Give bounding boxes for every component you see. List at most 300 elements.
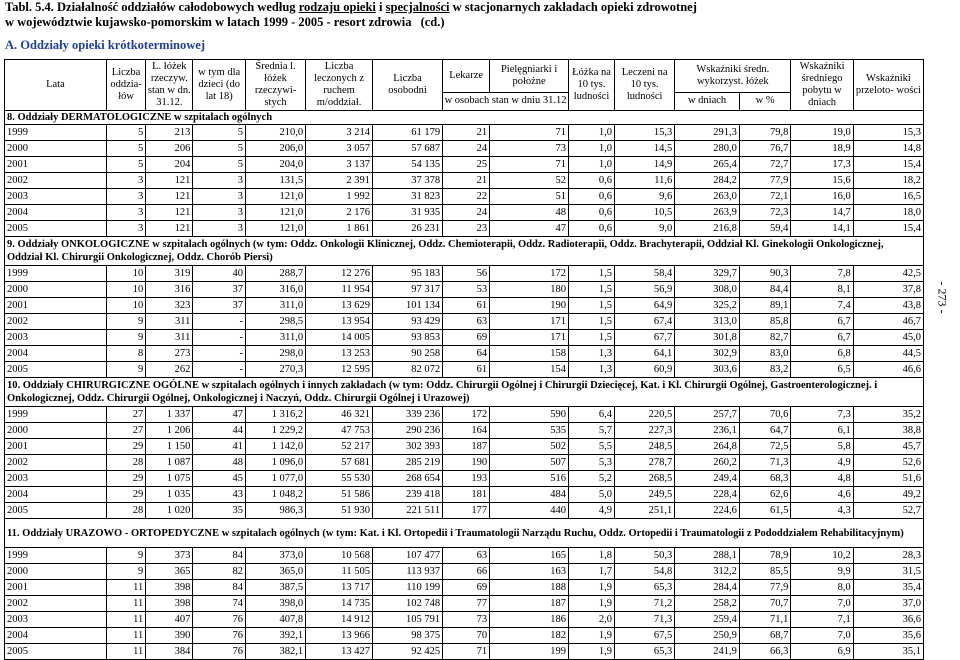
value-cell: 46 321 — [306, 407, 373, 423]
value-cell: 29 — [106, 487, 145, 503]
value-cell: 290 236 — [372, 423, 442, 439]
header-liczba-oddzialow: Liczba oddzia- łów — [106, 60, 145, 111]
value-cell: 172 — [443, 407, 490, 423]
value-cell: 82,7 — [739, 330, 790, 346]
value-cell: 1 316,2 — [245, 407, 305, 423]
value-cell: 6,4 — [569, 407, 615, 423]
value-cell: 37 — [193, 298, 246, 314]
value-cell: 7,3 — [791, 407, 853, 423]
value-cell: 47 753 — [306, 423, 373, 439]
value-cell: 298,0 — [245, 346, 305, 362]
value-cell: 44 — [193, 423, 246, 439]
value-cell: 311 — [146, 330, 193, 346]
header-lata: Lata — [5, 60, 107, 111]
year-cell: 2005 — [5, 221, 107, 237]
value-cell: 190 — [443, 455, 490, 471]
header-osobodni: Liczba osobodni — [372, 60, 442, 111]
value-cell: 28 — [106, 503, 145, 519]
value-cell: 206,0 — [245, 141, 305, 157]
value-cell: 2 391 — [306, 173, 373, 189]
value-cell: 93 853 — [372, 330, 442, 346]
section-title: 10. Oddziały CHIRURGICZNE OGÓLNE w szpitalach ogólnych i innych zakładach (w tym: Oddz. Chirurgii Ogólnej i Chirurgii Dziecięcej, Kat. i Kl. Chirurgii Ogólnej, Gastroenterologicznej. i Onkologicznej, Oddz. Chirurgii Ogólnej, Onkologicznej i Naczyń, Oddz. Chirurgii Ogólnej i Urazowej) — [5, 378, 924, 407]
value-cell: 27 — [106, 407, 145, 423]
value-cell: 1 150 — [146, 439, 193, 455]
value-cell: 270,3 — [245, 362, 305, 378]
title-part2: w stacjonarnych zakładach opieki zdrowotnej — [452, 0, 697, 14]
value-cell: 1,9 — [569, 580, 615, 596]
value-cell: 72,5 — [739, 439, 790, 455]
value-cell: 72,3 — [739, 205, 790, 221]
value-cell: 11 — [106, 612, 145, 628]
year-cell: 1999 — [5, 125, 107, 141]
year-cell: 2002 — [5, 173, 107, 189]
value-cell: 15,4 — [853, 221, 923, 237]
table-body — [5, 111, 924, 660]
value-cell: 264,8 — [675, 439, 740, 455]
value-cell: 193 — [443, 471, 490, 487]
value-cell: 316 — [146, 282, 193, 298]
value-cell: 59,4 — [739, 221, 790, 237]
value-cell: 311 — [146, 314, 193, 330]
value-cell: 398 — [146, 580, 193, 596]
value-cell: 54 135 — [372, 157, 442, 173]
value-cell: 66 — [443, 564, 490, 580]
value-cell: 4,3 — [791, 503, 853, 519]
header-w-procentach: w % — [739, 92, 790, 110]
value-cell: 3 — [106, 173, 145, 189]
table-row — [5, 455, 924, 471]
value-cell: 83,0 — [739, 346, 790, 362]
value-cell: 70,7 — [739, 596, 790, 612]
value-cell: 8 — [106, 346, 145, 362]
value-cell: 262 — [146, 362, 193, 378]
year-cell: 2005 — [5, 362, 107, 378]
value-cell: 280,0 — [675, 141, 740, 157]
year-cell: 2003 — [5, 471, 107, 487]
value-cell: 7,0 — [791, 628, 853, 644]
value-cell: 180 — [490, 282, 569, 298]
value-cell: 63 — [443, 548, 490, 564]
value-cell: 177 — [443, 503, 490, 519]
value-cell: 107 477 — [372, 548, 442, 564]
value-cell: 325,2 — [675, 298, 740, 314]
value-cell: 365 — [146, 564, 193, 580]
value-cell: 15,4 — [853, 157, 923, 173]
value-cell: 52,6 — [853, 455, 923, 471]
value-cell: 2 176 — [306, 205, 373, 221]
value-cell: 71,3 — [739, 455, 790, 471]
table-row — [5, 612, 924, 628]
year-cell: 2005 — [5, 644, 107, 660]
value-cell: 1,5 — [569, 282, 615, 298]
value-cell: 58,4 — [615, 266, 675, 282]
value-cell: 303,6 — [675, 362, 740, 378]
value-cell: 121 — [146, 173, 193, 189]
header-pielegniarki: Pielęgniarki i położne — [490, 60, 569, 93]
value-cell: 56 — [443, 266, 490, 282]
value-cell: 265,4 — [675, 157, 740, 173]
value-cell: - — [193, 362, 246, 378]
value-cell: 329,7 — [675, 266, 740, 282]
value-cell: 158 — [490, 346, 569, 362]
value-cell: 51,6 — [853, 471, 923, 487]
value-cell: 14 005 — [306, 330, 373, 346]
value-cell: 35,1 — [853, 644, 923, 660]
value-cell: 186 — [490, 612, 569, 628]
value-cell: 13 717 — [306, 580, 373, 596]
value-cell: 5 — [193, 157, 246, 173]
value-cell: 13 966 — [306, 628, 373, 644]
value-cell: 89,1 — [739, 298, 790, 314]
year-cell: 2003 — [5, 612, 107, 628]
value-cell: 273 — [146, 346, 193, 362]
value-cell: 210,0 — [245, 125, 305, 141]
value-cell: 284,2 — [675, 173, 740, 189]
value-cell: 71 — [490, 125, 569, 141]
year-cell: 2001 — [5, 298, 107, 314]
value-cell: 71 — [490, 157, 569, 173]
value-cell: 18,0 — [853, 205, 923, 221]
value-cell: 190 — [490, 298, 569, 314]
value-cell: 239 418 — [372, 487, 442, 503]
value-cell: 53 — [443, 282, 490, 298]
value-cell: 18,2 — [853, 173, 923, 189]
value-cell: 28,3 — [853, 548, 923, 564]
table-row — [5, 407, 924, 423]
value-cell: 228,4 — [675, 487, 740, 503]
value-cell: 98 375 — [372, 628, 442, 644]
value-cell: 9,6 — [615, 189, 675, 205]
value-cell: 73 — [443, 612, 490, 628]
value-cell: 52 — [490, 173, 569, 189]
subtitle: A. Oddziały opieki krótkoterminowej — [5, 38, 205, 52]
year-cell: 2001 — [5, 157, 107, 173]
value-cell: 227,3 — [615, 423, 675, 439]
value-cell: 3 — [106, 189, 145, 205]
value-cell: 64,7 — [739, 423, 790, 439]
value-cell: 48 — [193, 455, 246, 471]
value-cell: 76 — [193, 644, 246, 660]
value-cell: 67,5 — [615, 628, 675, 644]
value-cell: 319 — [146, 266, 193, 282]
value-cell: 323 — [146, 298, 193, 314]
value-cell: 82 — [193, 564, 246, 580]
value-cell: 76 — [193, 612, 246, 628]
value-cell: 3 — [193, 189, 246, 205]
value-cell: 316,0 — [245, 282, 305, 298]
year-cell: 2000 — [5, 564, 107, 580]
value-cell: 68,7 — [739, 628, 790, 644]
header-lozka-stan: L. łóżek rzeczyw. stan w dn. 31.12. — [146, 60, 193, 111]
value-cell: 64,1 — [615, 346, 675, 362]
value-cell: 11,6 — [615, 173, 675, 189]
value-cell: 1,0 — [569, 141, 615, 157]
value-cell: 298,5 — [245, 314, 305, 330]
title-part1: Działalność oddziałów całodobowych według — [57, 0, 296, 14]
value-cell: 5 — [106, 125, 145, 141]
value-cell: 1,0 — [569, 125, 615, 141]
value-cell: 440 — [490, 503, 569, 519]
value-cell: 10,5 — [615, 205, 675, 221]
value-cell: 204,0 — [245, 157, 305, 173]
value-cell: - — [193, 330, 246, 346]
page-number: - 273 - — [935, 281, 950, 314]
value-cell: 70,6 — [739, 407, 790, 423]
value-cell: 164 — [443, 423, 490, 439]
value-cell: 77,9 — [739, 173, 790, 189]
value-cell: 85,8 — [739, 314, 790, 330]
value-cell: 11 — [106, 644, 145, 660]
value-cell: 54,8 — [615, 564, 675, 580]
value-cell: 6,7 — [791, 330, 853, 346]
value-cell: 51 586 — [306, 487, 373, 503]
value-cell: 9,9 — [791, 564, 853, 580]
value-cell: 1,9 — [569, 628, 615, 644]
title-link-specjalnosci[interactable]: specjalności — [385, 0, 450, 14]
table-row — [5, 487, 924, 503]
header-przelotowosc: Wskaźniki przeloto- wości — [853, 60, 923, 111]
value-cell: 172 — [490, 266, 569, 282]
value-cell: 5 — [106, 141, 145, 157]
table-row — [5, 346, 924, 362]
year-cell: 2005 — [5, 503, 107, 519]
value-cell: 57 681 — [306, 455, 373, 471]
value-cell: 66,3 — [739, 644, 790, 660]
year-cell: 1999 — [5, 266, 107, 282]
value-cell: 55 530 — [306, 471, 373, 487]
value-cell: 65,3 — [615, 644, 675, 660]
value-cell: 64,9 — [615, 298, 675, 314]
value-cell: 57 687 — [372, 141, 442, 157]
value-cell: 71,1 — [739, 612, 790, 628]
value-cell: 392,1 — [245, 628, 305, 644]
value-cell: 1,9 — [569, 644, 615, 660]
value-cell: 7,1 — [791, 612, 853, 628]
value-cell: 12 276 — [306, 266, 373, 282]
value-cell: 407,8 — [245, 612, 305, 628]
value-cell: - — [193, 346, 246, 362]
value-cell: 77,9 — [739, 580, 790, 596]
value-cell: 25 — [443, 157, 490, 173]
value-cell: 4,9 — [791, 455, 853, 471]
value-cell: 110 199 — [372, 580, 442, 596]
value-cell: 22 — [443, 189, 490, 205]
value-cell: 3 — [193, 173, 246, 189]
value-cell: 216,8 — [675, 221, 740, 237]
value-cell: 35,4 — [853, 580, 923, 596]
value-cell: 5,2 — [569, 471, 615, 487]
title-sep: i — [379, 0, 383, 14]
value-cell: 10 — [106, 282, 145, 298]
value-cell: 69 — [443, 330, 490, 346]
value-cell: 0,6 — [569, 173, 615, 189]
value-cell: 70 — [443, 628, 490, 644]
value-cell: - — [193, 314, 246, 330]
table-row — [5, 330, 924, 346]
value-cell: 15,6 — [791, 173, 853, 189]
value-cell: 9 — [106, 314, 145, 330]
value-cell: 3 137 — [306, 157, 373, 173]
value-cell: 37 — [193, 282, 246, 298]
title-link-rodzaju-opieki[interactable]: rodzaju opieki — [298, 0, 376, 14]
value-cell: 263,9 — [675, 205, 740, 221]
table-row — [5, 628, 924, 644]
value-cell: 85,5 — [739, 564, 790, 580]
value-cell: 0,6 — [569, 205, 615, 221]
value-cell: 302 393 — [372, 439, 442, 455]
value-cell: 121 — [146, 205, 193, 221]
value-cell: 101 134 — [372, 298, 442, 314]
value-cell: 4,6 — [791, 487, 853, 503]
value-cell: 3 — [106, 205, 145, 221]
value-cell: 76,7 — [739, 141, 790, 157]
title-prefix: Tabl. 5.4. — [5, 0, 54, 14]
value-cell: 312,2 — [675, 564, 740, 580]
value-cell: 64 — [443, 346, 490, 362]
year-cell: 2002 — [5, 455, 107, 471]
value-cell: 398,0 — [245, 596, 305, 612]
value-cell: 113 937 — [372, 564, 442, 580]
value-cell: 1 142,0 — [245, 439, 305, 455]
section-title: 9. Oddziały ONKOLOGICZNE w szpitalach ogólnych (w tym: Oddz. Onkologii Klinicznej, Oddz. Chemioterapii, Oddz. Radioterapii, Oddz. Brachyterapii, Oddział Kl. Ginekologii Onkologicznej, Oddział Kl. Chirurgii Onkologicznej, Oddz. Chorób Piersi) — [5, 237, 924, 266]
header-liczba-leczonych: Liczba leczonych z ruchem m/oddział. — [306, 60, 373, 111]
value-cell: 43,8 — [853, 298, 923, 314]
table-row — [5, 471, 924, 487]
value-cell: 46,7 — [853, 314, 923, 330]
value-cell: 41 — [193, 439, 246, 455]
value-cell: 188 — [490, 580, 569, 596]
table-row — [5, 298, 924, 314]
value-cell: 26 231 — [372, 221, 442, 237]
value-cell: 407 — [146, 612, 193, 628]
value-cell: 291,3 — [675, 125, 740, 141]
value-cell: 15,3 — [853, 125, 923, 141]
value-cell: 6,5 — [791, 362, 853, 378]
value-cell: 182 — [490, 628, 569, 644]
value-cell: 71,2 — [615, 596, 675, 612]
value-cell: 1,0 — [569, 157, 615, 173]
value-cell: 10,2 — [791, 548, 853, 564]
value-cell: 11 — [106, 628, 145, 644]
value-cell: 5,0 — [569, 487, 615, 503]
value-cell: 76 — [193, 628, 246, 644]
value-cell: 61 179 — [372, 125, 442, 141]
value-cell: 1 861 — [306, 221, 373, 237]
value-cell: 206 — [146, 141, 193, 157]
value-cell: 131,5 — [245, 173, 305, 189]
value-cell: 13 427 — [306, 644, 373, 660]
table-row — [5, 141, 924, 157]
value-cell: 72,7 — [739, 157, 790, 173]
header-wykorzystanie-lozek: Wskaźniki średn. wykorzyst. łóżek — [675, 60, 791, 93]
value-cell: 1 077,0 — [245, 471, 305, 487]
value-cell: 9 — [106, 362, 145, 378]
value-cell: 28 — [106, 455, 145, 471]
value-cell: 6,9 — [791, 644, 853, 660]
table-row — [5, 564, 924, 580]
value-cell: 5,7 — [569, 423, 615, 439]
value-cell: 502 — [490, 439, 569, 455]
value-cell: 65,3 — [615, 580, 675, 596]
value-cell: 260,2 — [675, 455, 740, 471]
table-row — [5, 580, 924, 596]
value-cell: 1,5 — [569, 298, 615, 314]
value-cell: 10 568 — [306, 548, 373, 564]
value-cell: 69 — [443, 580, 490, 596]
value-cell: 90 258 — [372, 346, 442, 362]
value-cell: 251,1 — [615, 503, 675, 519]
value-cell: 986,3 — [245, 503, 305, 519]
value-cell: 7,0 — [791, 596, 853, 612]
value-cell: 484 — [490, 487, 569, 503]
value-cell: 257,7 — [675, 407, 740, 423]
value-cell: 284,4 — [675, 580, 740, 596]
value-cell: 45,7 — [853, 439, 923, 455]
value-cell: 45 — [193, 471, 246, 487]
value-cell: 51 930 — [306, 503, 373, 519]
header-leczeni-10tys: Leczeni na 10 tys. ludności — [615, 60, 675, 111]
table-row — [5, 173, 924, 189]
year-cell: 2000 — [5, 141, 107, 157]
value-cell: 47 — [193, 407, 246, 423]
value-cell: 0,6 — [569, 189, 615, 205]
value-cell: 84,4 — [739, 282, 790, 298]
value-cell: 121 — [146, 221, 193, 237]
value-cell: 13 253 — [306, 346, 373, 362]
value-cell: 42,5 — [853, 266, 923, 282]
value-cell: 3 — [193, 221, 246, 237]
value-cell: 1 035 — [146, 487, 193, 503]
year-cell: 2003 — [5, 189, 107, 205]
value-cell: 9 — [106, 564, 145, 580]
value-cell: 288,1 — [675, 548, 740, 564]
value-cell: 23 — [443, 221, 490, 237]
table-title — [5, 0, 697, 15]
value-cell: 1 229,2 — [245, 423, 305, 439]
value-cell: 13 954 — [306, 314, 373, 330]
value-cell: 248,5 — [615, 439, 675, 455]
table-row — [5, 314, 924, 330]
value-cell: 121,0 — [245, 205, 305, 221]
value-cell: 220,5 — [615, 407, 675, 423]
value-cell: 24 — [443, 141, 490, 157]
value-cell: 14,5 — [615, 141, 675, 157]
value-cell: 384 — [146, 644, 193, 660]
year-cell: 2004 — [5, 346, 107, 362]
value-cell: 507 — [490, 455, 569, 471]
table-row — [5, 362, 924, 378]
table-row — [5, 596, 924, 612]
value-cell: 365,0 — [245, 564, 305, 580]
value-cell: 71 — [443, 644, 490, 660]
value-cell: 301,8 — [675, 330, 740, 346]
value-cell: 37,8 — [853, 282, 923, 298]
value-cell: 1 337 — [146, 407, 193, 423]
value-cell: 382,1 — [245, 644, 305, 660]
value-cell: 63 — [443, 314, 490, 330]
value-cell: 258,2 — [675, 596, 740, 612]
value-cell: 250,9 — [675, 628, 740, 644]
value-cell: 6,8 — [791, 346, 853, 362]
value-cell: 9 — [106, 548, 145, 564]
value-cell: 5,3 — [569, 455, 615, 471]
value-cell: 1,3 — [569, 346, 615, 362]
value-cell: 73 — [490, 141, 569, 157]
value-cell: 21 — [443, 173, 490, 189]
value-cell: 60,9 — [615, 362, 675, 378]
value-cell: 11 — [106, 596, 145, 612]
section-title: 11. Oddziały URAZOWO - ORTOPEDYCZNE w szpitalach ogólnych (w tym: Kat. i Kl. Ortopedii i Traumatologii Narządu Ruchu, Oddz. Ortopedii i Traumatologii z Pododdziałem Rehabilitacyjnym) — [5, 519, 924, 548]
